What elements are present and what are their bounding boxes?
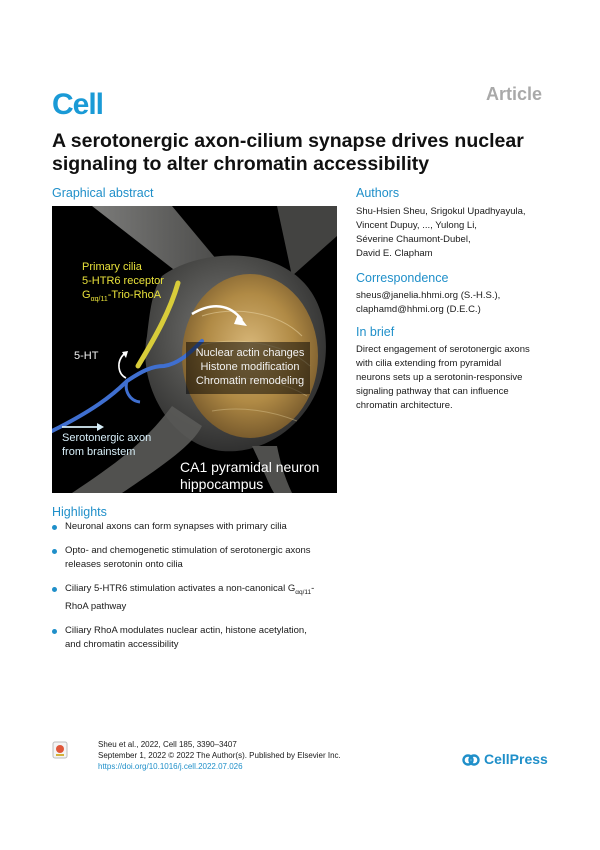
primary-cilia-label: Primary cilia 5-HTR6 receptor $G_{\alpha q/11}-Trio$-RhoA xyxy=(82,261,164,304)
citation-block: Sheu et al., 2022, Cell 185, 3390–3407 September 1, 2022 © 2022 The Author(s). Published by Elsevier Inc. https://doi.org/10.1016/j.cell.2022.07.026 xyxy=(98,740,341,771)
highlights-list xyxy=(52,520,352,662)
in-brief-text: Direct engagement of serotonergic axons with cilia extending from pyramidal neurons sets up a serotonin-responsive signaling pathway that can influence chromatin architecture. xyxy=(356,344,530,411)
authors-heading: Authors xyxy=(356,186,400,200)
email-link-1[interactable]: sheus@janelia.hhmi.org (S.-H.S.), xyxy=(356,290,501,301)
graphical-abstract-heading: Graphical abstract xyxy=(52,186,154,200)
bullet-icon xyxy=(52,629,57,634)
serotonin-label: 5-HT xyxy=(74,350,99,362)
release-arrow xyxy=(119,354,126,378)
highlight-item: Ciliary RhoA modulates nuclear actin, histone acetylation, and chromatin accessibility xyxy=(52,624,352,652)
article-type-label: Article xyxy=(485,84,542,104)
cellpress-icon xyxy=(462,751,480,769)
highlight-item: Opto- and chemogenetic stimulation of serotonergic axons releases serotonin onto cilia xyxy=(52,544,352,572)
bullet-icon xyxy=(52,587,57,592)
cellpress-logo: CellPress xyxy=(462,751,480,774)
nuclear-effects-label: Nuclear actin changes Histone modification Chromatin remodeling xyxy=(195,347,305,387)
email-link-2[interactable]: claphamd@hhmi.org (D.E.C.) xyxy=(356,304,481,315)
graphical-abstract-image xyxy=(52,206,337,493)
correspondence-emails xyxy=(356,289,556,317)
journal-logo: Cell xyxy=(52,88,104,121)
highlight-item: Neuronal axons can form synapses with primary cilia xyxy=(52,520,352,534)
article-title: A serotonergic axon-cilium synapse drives nuclear signaling to alter chromatin accessibility xyxy=(52,130,524,175)
highlights-heading: Highlights xyxy=(52,505,107,519)
check-for-updates-icon[interactable] xyxy=(52,741,68,759)
doi-link[interactable]: https://doi.org/10.1016/j.cell.2022.07.026 xyxy=(98,762,243,771)
dendrite-branch xyxy=(277,206,337,276)
in-brief-heading: In brief xyxy=(356,325,395,339)
serotonergic-axon-label: Serotonergic axon from brainstem xyxy=(62,432,152,458)
cell-type-label: CA1 pyramidal neuron hippocampus xyxy=(180,459,320,492)
correspondence-heading: Correspondence xyxy=(356,271,449,285)
bullet-icon xyxy=(52,525,57,530)
bullet-icon xyxy=(52,549,57,554)
highlight-item: Ciliary 5-HTR6 stimulation activates a non-canonical $G_{\alpha q/11}-$ RhoA pathway xyxy=(52,582,352,614)
authors-list: Shu-Hsien Sheu, Srigokul Upadhyayula, Vincent Dupuy, ..., Yulong Li, Séverine Chaumont-Dubel, David E. Clapham xyxy=(356,206,526,259)
